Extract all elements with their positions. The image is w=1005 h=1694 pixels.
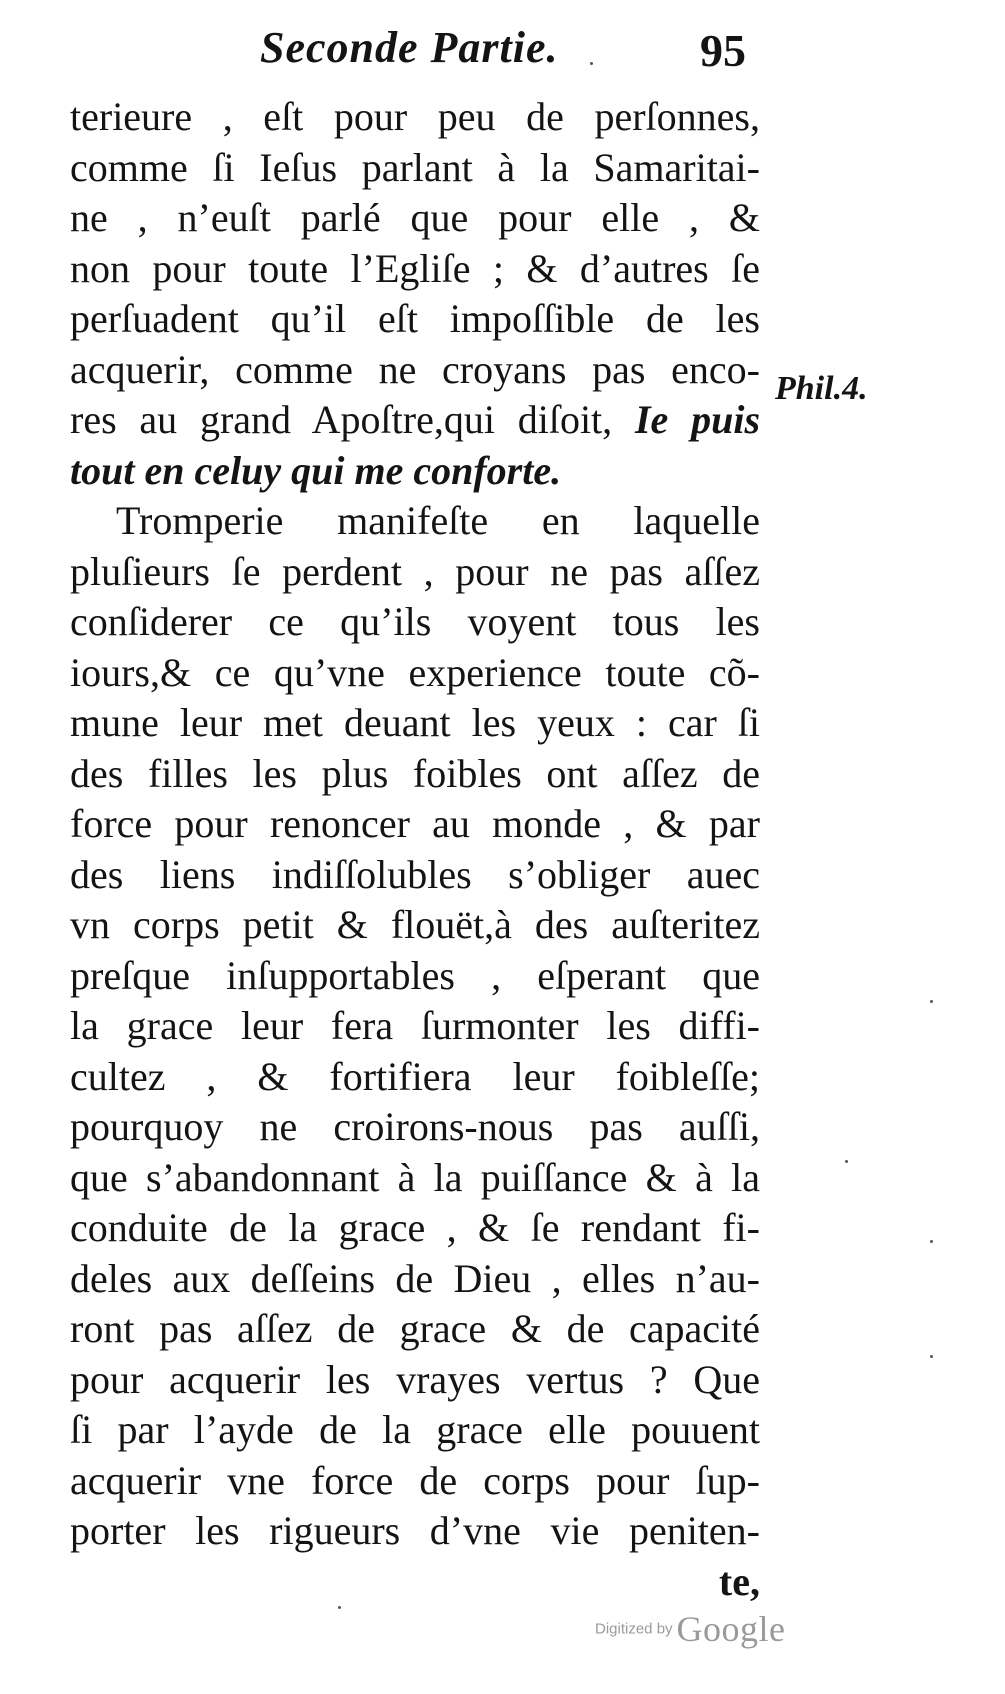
text-line: des filles les plus foibles ont aſſez de [70, 750, 760, 796]
text-line: non pour toute l’Egliſe ; & d’autres ſe [70, 245, 760, 291]
text-line: conſiderer ce qu’ils voyent tous les [70, 599, 760, 644]
google-logo: Google [676, 1609, 786, 1649]
text-line: ne , n’euſt parlé que pour elle , & [70, 195, 760, 240]
body-text [70, 92, 760, 1607]
catchword: te, [718, 1558, 760, 1604]
text-segment: res au grand Apoſtre,qui diſoit, [70, 397, 613, 442]
text-line: preſque inſupportables , eſperant que [70, 952, 760, 998]
text-line: porter les rigueurs d’vne vie peniten- [70, 1508, 760, 1553]
text-line: pluſieurs ſe perdent , pour ne pas aſſez [70, 548, 760, 594]
text-line: acquerir vne force de corps pour ſup- [70, 1457, 760, 1503]
text-line: vn corps petit & flouët,à des auſteritez [70, 902, 760, 947]
text-line: ront pas aſſez de grace & de capacité [70, 1306, 760, 1351]
watermark-prefix: Digitized by [595, 1620, 673, 1638]
quote-start: Ie puis [634, 397, 761, 442]
ink-speck [930, 1000, 933, 1003]
page-number: 95 [700, 25, 746, 76]
text-line: pour acquerir les vrayes vertus ? Que [70, 1356, 760, 1402]
text-line: que s’abandonnant à la puiſſance & à la [70, 1154, 760, 1200]
ink-speck [845, 1160, 848, 1163]
text-line: ſi par l’ayde de la grace elle pouuent [70, 1407, 760, 1452]
text-line: pourquoy ne croirons-nous pas auſſi, [70, 1104, 760, 1149]
text-line: conduite de la grace , & ſe rendant fi- [70, 1205, 760, 1250]
text-line: perſuadent qu’il eſt impoſſible de les [70, 296, 760, 341]
text-line: cultez , & fortifiera leur foibleſſe; [70, 1053, 760, 1099]
quote-end: tout en celuy qui me conforte. [70, 447, 562, 493]
text-line: deles aux deſſeins de Dieu , elles n’au- [70, 1255, 760, 1301]
running-title: Seconde Partie. [260, 23, 559, 72]
ink-speck [338, 1606, 341, 1609]
text-line: comme ſi Ieſus parlant à la Samaritai- [70, 144, 760, 190]
text-line: des liens indiſſolubles s’obliger auec [70, 851, 760, 897]
ink-speck [930, 1240, 933, 1243]
text-line-with-quote [70, 395, 760, 446]
running-head [250, 22, 770, 82]
text-line: acquerir, comme ne croyans pas enco- [70, 346, 760, 392]
text-line: force pour renoncer au monde , & par [70, 801, 760, 846]
text-line: iours,& ce qu’vne experience toute cõ- [70, 649, 760, 695]
margin-note: Phil.4. [775, 370, 868, 407]
ink-speck [590, 62, 593, 65]
text-line: la grace leur fera ſurmonter les diffi- [70, 1003, 760, 1048]
text-line: mune leur met deuant les yeux : car ſi [70, 700, 760, 745]
ink-speck [930, 1355, 933, 1358]
digitized-watermark [595, 1608, 786, 1650]
paragraph-start-line: Tromperie manifeſte en laquelle [116, 498, 760, 543]
text-line: terieure , eſt pour peu de perſonnes, [70, 94, 760, 139]
